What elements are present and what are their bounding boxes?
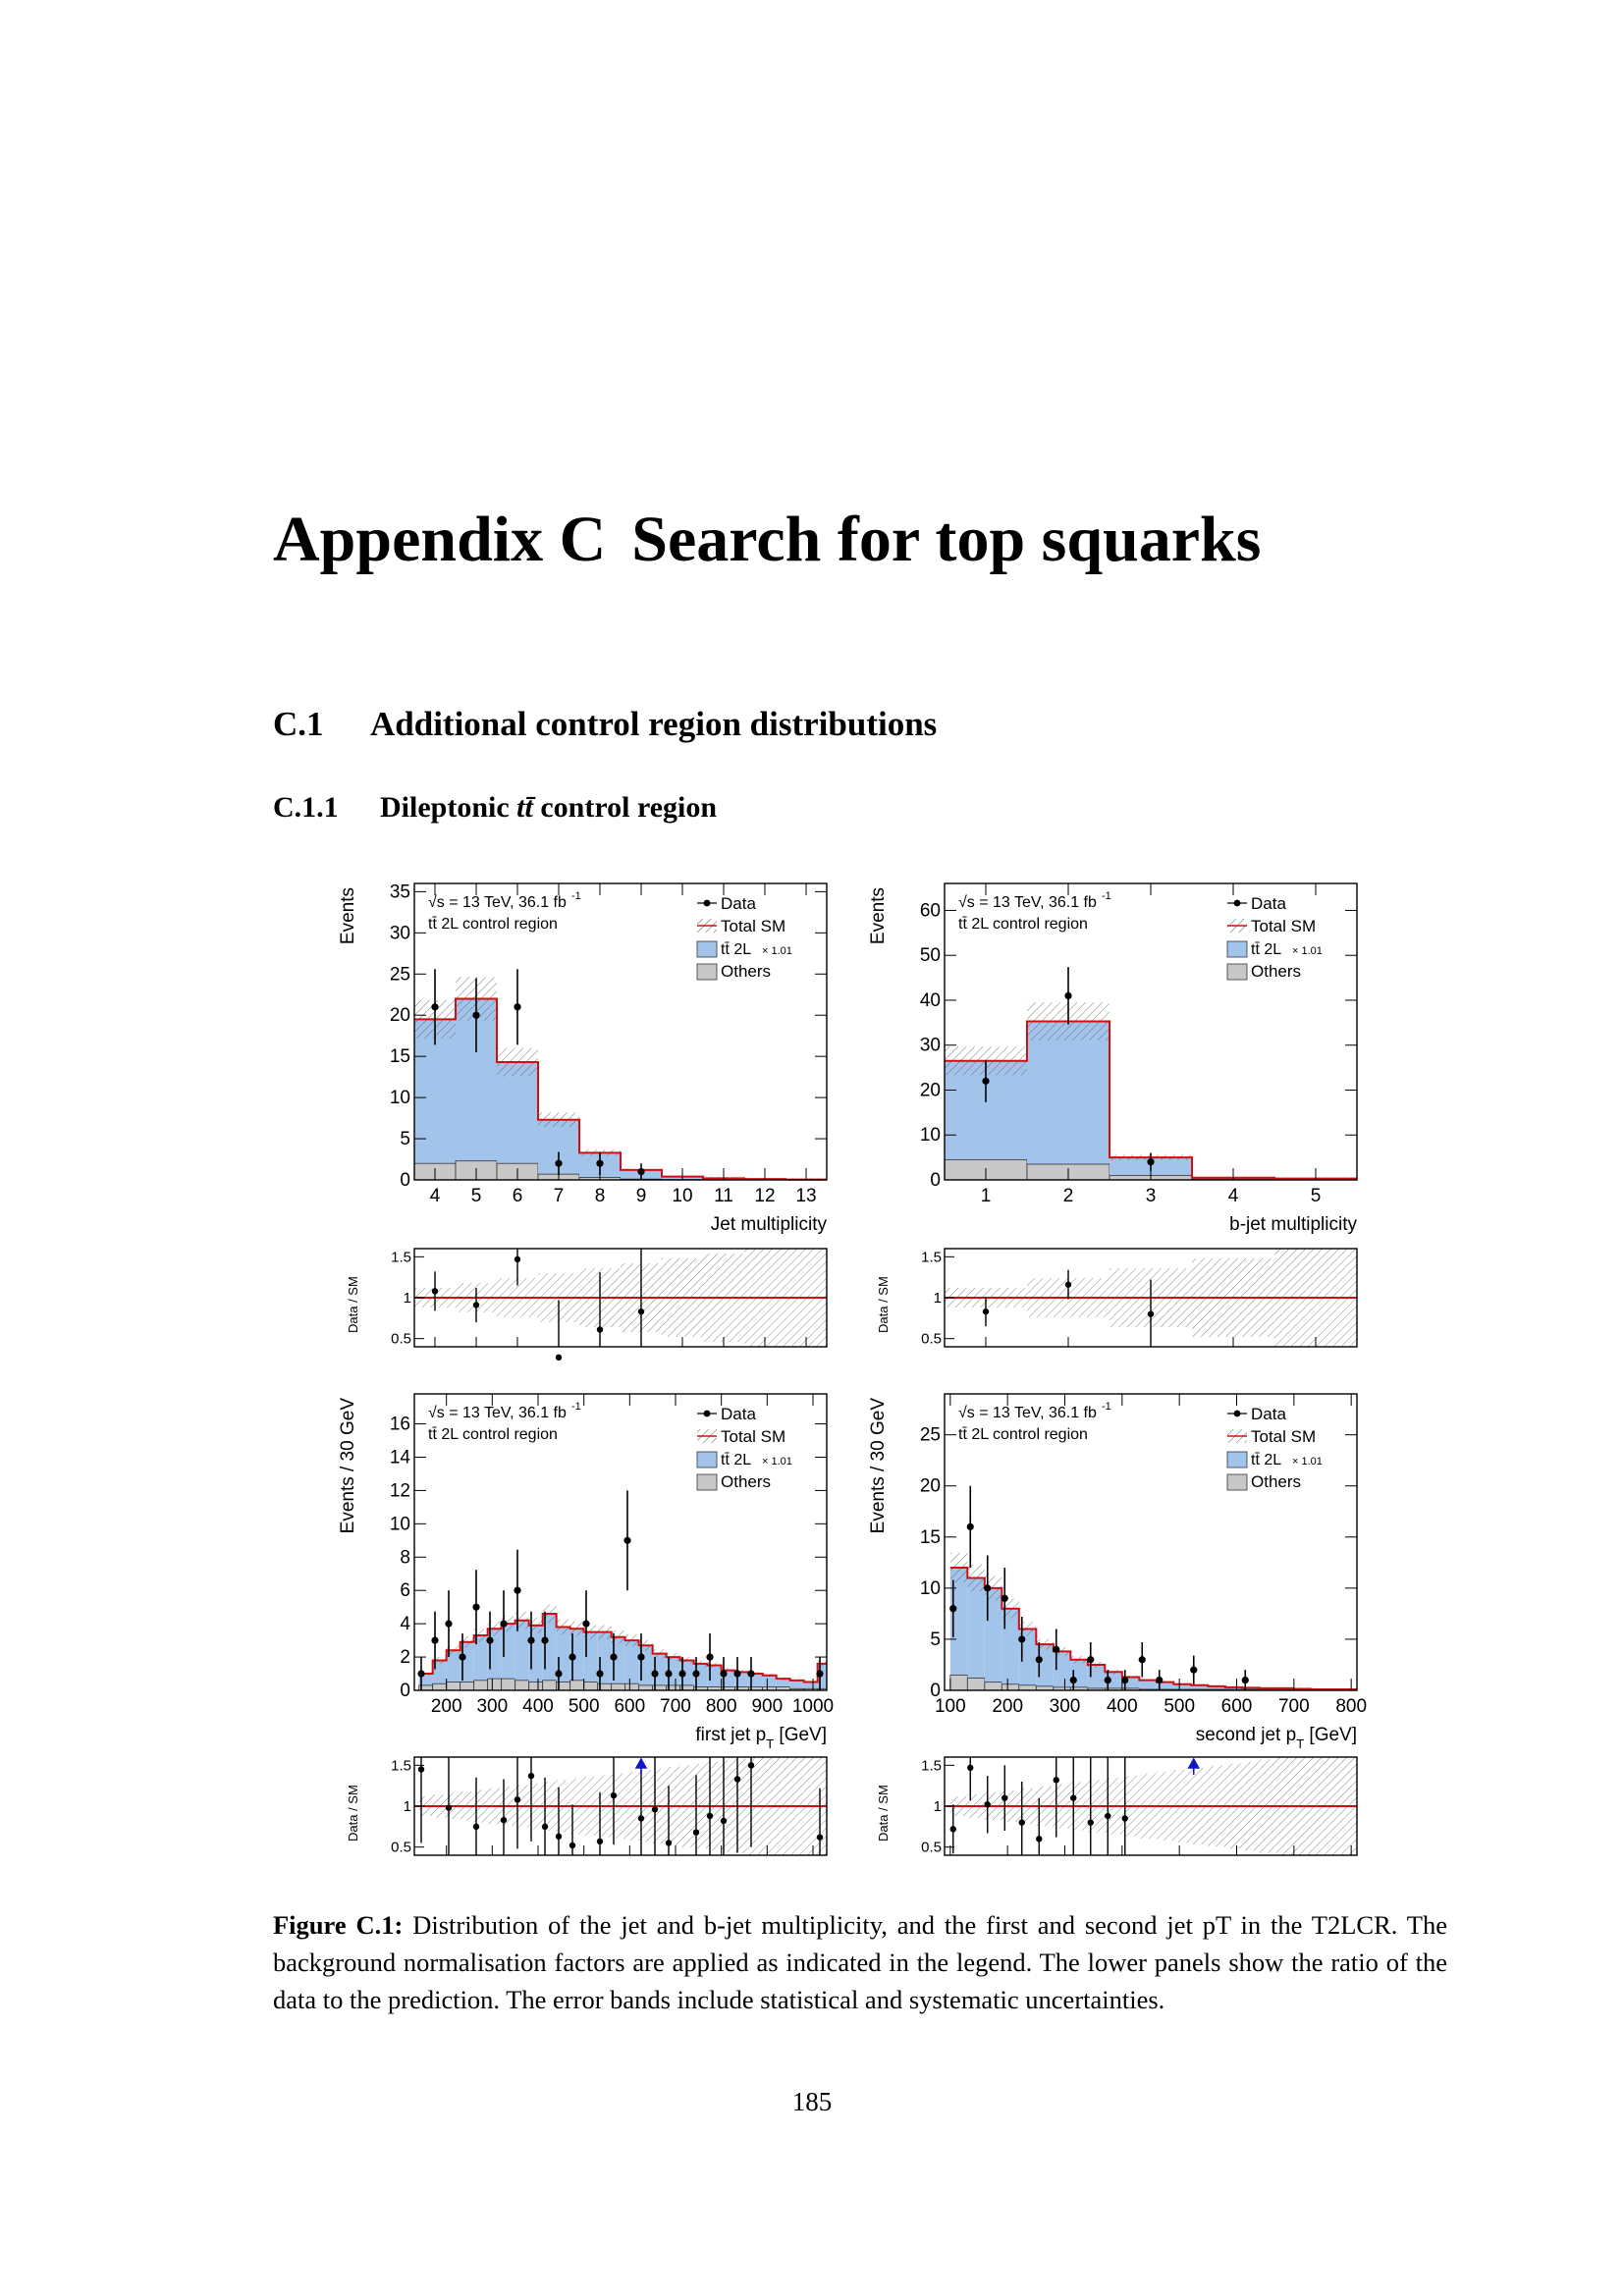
ratio-y-tick-label: 1.5 bbox=[921, 1249, 942, 1266]
x-tick-label: 800 bbox=[1335, 1696, 1368, 1717]
y-tick-label: 6 bbox=[400, 1580, 410, 1602]
x-tick-label: 800 bbox=[705, 1696, 737, 1717]
legend-ttbar-swatch bbox=[697, 941, 717, 957]
data-point bbox=[431, 1637, 438, 1644]
data-point bbox=[678, 1670, 685, 1677]
data-point bbox=[1053, 1646, 1059, 1653]
ratio-point bbox=[1088, 1819, 1094, 1825]
energy-label: √s = 13 TeV, 36.1 fb bbox=[958, 1405, 1097, 1421]
data-point bbox=[1064, 992, 1071, 999]
x-tick-label: 500 bbox=[568, 1696, 600, 1717]
x-axis-label: b-jet multiplicity bbox=[1229, 1214, 1357, 1235]
x-tick-label: 500 bbox=[1164, 1696, 1196, 1717]
x-tick-label: 200 bbox=[430, 1696, 462, 1717]
ratio-point bbox=[542, 1824, 548, 1830]
data-point bbox=[692, 1670, 699, 1677]
energy-label: √s = 13 TeV, 36.1 fb bbox=[428, 1405, 567, 1421]
figure-svg bbox=[324, 864, 1384, 1875]
x-tick-label: 2 bbox=[1062, 1186, 1074, 1206]
legend-ttbar-swatch bbox=[1227, 1452, 1247, 1468]
ratio-y-tick-label: 1.5 bbox=[921, 1757, 942, 1775]
data-point bbox=[1036, 1656, 1043, 1663]
data-point bbox=[486, 1637, 493, 1644]
ratio-y-label: Data / SM bbox=[346, 1276, 360, 1333]
y-tick-label: 8 bbox=[400, 1547, 410, 1569]
x-tick-label: 400 bbox=[522, 1696, 554, 1717]
others-bar bbox=[543, 1681, 557, 1690]
energy-label: √s = 13 TeV, 36.1 fb bbox=[958, 894, 1097, 911]
x-tick-label: 12 bbox=[754, 1186, 776, 1206]
y-tick-label: 0 bbox=[400, 1681, 410, 1701]
y-tick-label: 25 bbox=[919, 1424, 941, 1446]
y-tick-label: 16 bbox=[389, 1414, 410, 1435]
y-tick-label: 10 bbox=[919, 1125, 941, 1147]
ratio-point bbox=[967, 1765, 973, 1771]
others-bar bbox=[570, 1681, 584, 1690]
data-point bbox=[720, 1670, 727, 1677]
y-tick-label: 12 bbox=[389, 1480, 410, 1502]
legend-data: Data bbox=[1251, 1405, 1286, 1423]
legend-ttbar-factor: × 1.01 bbox=[1292, 1456, 1323, 1468]
legend-data-dot bbox=[1234, 900, 1241, 907]
ttbar-bar bbox=[1027, 1021, 1110, 1180]
ratio-y-tick-label: 1.5 bbox=[391, 1249, 411, 1266]
data-point bbox=[1156, 1677, 1163, 1683]
others-bar bbox=[515, 1681, 529, 1690]
region-label: tt̄ 2L control region bbox=[428, 916, 558, 933]
data-point bbox=[1147, 1158, 1154, 1165]
ratio-y-tick-label: 0.5 bbox=[391, 1839, 411, 1856]
y-axis-label: Events / 30 GeV bbox=[868, 1398, 889, 1534]
legend-others-swatch bbox=[1227, 1474, 1247, 1490]
x-tick-label: 4 bbox=[429, 1186, 441, 1206]
ratio-point bbox=[638, 1815, 644, 1821]
others-bar bbox=[460, 1682, 474, 1690]
ratio-point bbox=[446, 1804, 452, 1810]
data-point bbox=[637, 1653, 644, 1660]
x-tick-label: 8 bbox=[594, 1186, 606, 1206]
x-tick-label: 700 bbox=[660, 1696, 691, 1717]
subsection-name-post: control region bbox=[532, 791, 718, 824]
ratio-point bbox=[1148, 1310, 1154, 1316]
y-tick-label: 40 bbox=[919, 989, 941, 1011]
others-bar bbox=[639, 1685, 653, 1690]
caption-label: Figure C.1: bbox=[273, 1910, 404, 1940]
ratio-point bbox=[1001, 1794, 1007, 1800]
ratio-y-tick-label: 1 bbox=[933, 1290, 942, 1307]
ratio-y-label: Data / SM bbox=[346, 1785, 360, 1842]
legend-data: Data bbox=[721, 1405, 756, 1423]
data-point bbox=[984, 1584, 991, 1591]
ratio-y-tick-label: 1 bbox=[403, 1290, 411, 1307]
x-tick-label: 4 bbox=[1227, 1186, 1239, 1206]
y-tick-label: 20 bbox=[919, 1475, 941, 1497]
ratio-point bbox=[983, 1308, 989, 1314]
appendix-number: Appendix C bbox=[273, 504, 607, 575]
ratio-point bbox=[418, 1766, 424, 1772]
ttbar-bar bbox=[967, 1577, 985, 1690]
chart-jet-mult bbox=[338, 881, 827, 1361]
data-point bbox=[1087, 1656, 1094, 1663]
x-tick-label: 400 bbox=[1106, 1696, 1138, 1717]
others-bar bbox=[529, 1682, 543, 1690]
ratio-point bbox=[1070, 1794, 1076, 1800]
data-point bbox=[472, 1604, 479, 1611]
energy-exponent: -1 bbox=[1102, 1401, 1111, 1413]
data-point bbox=[747, 1670, 754, 1677]
legend-total: Total SM bbox=[721, 917, 786, 935]
ratio-point bbox=[817, 1834, 823, 1840]
ratio-point bbox=[528, 1773, 534, 1779]
ratio-point bbox=[432, 1288, 438, 1294]
ratio-point bbox=[1019, 1819, 1025, 1825]
chart-second-jet-pt bbox=[868, 1394, 1367, 1856]
ttbar-bar bbox=[497, 1062, 538, 1180]
legend-others-swatch bbox=[1227, 964, 1247, 980]
ratio-point bbox=[638, 1308, 644, 1314]
ratio-point bbox=[1122, 1815, 1128, 1821]
ratio-point bbox=[707, 1813, 713, 1819]
others-bar bbox=[447, 1682, 460, 1690]
data-point bbox=[982, 1078, 989, 1085]
y-tick-label: 14 bbox=[389, 1447, 410, 1468]
ratio-point bbox=[611, 1792, 617, 1798]
ratio-point bbox=[693, 1829, 699, 1835]
y-tick-label: 10 bbox=[919, 1577, 941, 1599]
data-point bbox=[1070, 1677, 1077, 1683]
data-point bbox=[949, 1605, 956, 1612]
x-tick-label: 13 bbox=[795, 1186, 817, 1206]
x-tick-label: 1000 bbox=[791, 1696, 835, 1717]
y-axis-label: Events bbox=[338, 887, 358, 945]
figure bbox=[324, 864, 1384, 1875]
legend-ttbar: tt̄ 2L bbox=[1251, 1452, 1282, 1468]
legend-ttbar: tt̄ 2L bbox=[721, 1452, 752, 1468]
x-tick-label: 9 bbox=[635, 1186, 647, 1206]
y-tick-label: 20 bbox=[919, 1080, 941, 1101]
figure-caption bbox=[273, 1906, 1447, 2018]
data-point bbox=[582, 1621, 589, 1628]
y-tick-label: 2 bbox=[400, 1647, 410, 1669]
data-point bbox=[816, 1670, 823, 1677]
ratio-point bbox=[569, 1842, 575, 1848]
legend-others: Others bbox=[1251, 962, 1302, 981]
section-number: C.1 bbox=[273, 705, 324, 743]
region-label: tt̄ 2L control region bbox=[958, 1426, 1088, 1443]
legend-others: Others bbox=[721, 1472, 772, 1491]
y-tick-label: 30 bbox=[919, 1035, 941, 1056]
subsection-math: tt̄ bbox=[516, 791, 533, 824]
y-tick-label: 15 bbox=[919, 1526, 941, 1548]
data-point bbox=[610, 1653, 617, 1660]
data-point bbox=[541, 1637, 548, 1644]
data-point bbox=[555, 1160, 562, 1167]
section-name: Additional control region distributions bbox=[370, 705, 938, 743]
x-tick-label: 600 bbox=[1220, 1696, 1253, 1717]
ratio-point bbox=[501, 1817, 507, 1823]
ttbar-bar bbox=[1139, 1681, 1157, 1690]
legend-ttbar: tt̄ 2L bbox=[1251, 941, 1282, 958]
legend-ttbar-swatch bbox=[697, 1452, 717, 1468]
data-point bbox=[472, 1012, 479, 1019]
y-tick-label: 25 bbox=[389, 964, 410, 986]
y-axis-label: Events / 30 GeV bbox=[338, 1398, 358, 1534]
y-tick-label: 4 bbox=[400, 1614, 410, 1635]
legend-data: Data bbox=[1251, 894, 1286, 913]
y-tick-label: 60 bbox=[919, 900, 941, 922]
others-bar bbox=[967, 1679, 985, 1690]
y-tick-label: 10 bbox=[389, 1514, 410, 1535]
data-point bbox=[596, 1670, 603, 1677]
x-axis-label-unit: [GeV] bbox=[1304, 1725, 1357, 1745]
data-point bbox=[665, 1670, 672, 1677]
x-tick-label: 7 bbox=[553, 1186, 565, 1206]
ratio-point bbox=[514, 1256, 520, 1262]
data-point bbox=[651, 1670, 658, 1677]
ratio-point bbox=[748, 1762, 754, 1768]
y-tick-label: 15 bbox=[389, 1046, 410, 1068]
ttbar-bar bbox=[625, 1640, 639, 1690]
x-tick-label: 11 bbox=[714, 1186, 733, 1206]
ratio-y-tick-label: 1.5 bbox=[391, 1757, 411, 1775]
ratio-y-tick-label: 0.5 bbox=[921, 1839, 942, 1856]
chart-first-jet-pt bbox=[338, 1394, 834, 1856]
data-point bbox=[431, 1003, 438, 1010]
y-tick-label: 0 bbox=[930, 1170, 941, 1191]
y-tick-label: 35 bbox=[389, 881, 410, 903]
data-point bbox=[733, 1670, 740, 1677]
ratio-point bbox=[985, 1801, 991, 1807]
data-point bbox=[445, 1621, 452, 1628]
legend-others-swatch bbox=[697, 964, 717, 980]
y-tick-label: 30 bbox=[389, 923, 410, 944]
y-tick-label: 5 bbox=[400, 1129, 410, 1150]
ratio-y-label: Data / SM bbox=[876, 1276, 891, 1333]
x-tick-label: 1 bbox=[980, 1186, 992, 1206]
x-tick-label: 700 bbox=[1277, 1696, 1310, 1717]
chart-bjet-mult bbox=[868, 883, 1357, 1348]
subsection-title bbox=[273, 791, 717, 825]
x-axis-label-sub: T bbox=[766, 1735, 775, 1751]
data-point bbox=[967, 1523, 974, 1530]
x-tick-label: 10 bbox=[672, 1186, 693, 1206]
y-tick-label: 0 bbox=[930, 1681, 941, 1701]
data-point bbox=[1139, 1656, 1146, 1663]
ratio-point bbox=[721, 1818, 727, 1824]
x-tick-label: 100 bbox=[934, 1696, 966, 1717]
x-tick-label: 300 bbox=[476, 1696, 509, 1717]
ratio-point bbox=[1105, 1813, 1110, 1819]
legend-ttbar-factor: × 1.01 bbox=[762, 945, 792, 957]
x-tick-label: 5 bbox=[470, 1186, 482, 1206]
x-axis-label: Jet multiplicity bbox=[710, 1214, 827, 1235]
legend-data-dot bbox=[704, 900, 711, 907]
data-point bbox=[514, 1587, 520, 1594]
legend-data-dot bbox=[1234, 1411, 1241, 1417]
data-point bbox=[1001, 1595, 1008, 1602]
data-point bbox=[459, 1653, 465, 1660]
region-label: tt̄ 2L control region bbox=[428, 1426, 558, 1443]
x-tick-label: 5 bbox=[1310, 1186, 1322, 1206]
data-point bbox=[500, 1621, 507, 1628]
others-bar bbox=[502, 1679, 515, 1690]
section-title bbox=[273, 705, 937, 744]
x-tick-label: 3 bbox=[1145, 1186, 1157, 1206]
ratio-y-tick-label: 0.5 bbox=[921, 1330, 942, 1348]
ratio-point bbox=[556, 1834, 562, 1840]
ratio-point bbox=[556, 1355, 562, 1361]
appendix-name: Search for top squarks bbox=[631, 504, 1262, 575]
x-tick-label: 900 bbox=[751, 1696, 784, 1717]
y-tick-label: 5 bbox=[930, 1629, 941, 1650]
x-tick-label: 6 bbox=[512, 1186, 523, 1206]
x-tick-label: 600 bbox=[614, 1696, 646, 1717]
subsection-name-pre: Dileptonic bbox=[380, 791, 517, 824]
subsection-number: C.1.1 bbox=[273, 791, 339, 824]
data-point bbox=[417, 1670, 424, 1677]
page-number: 185 bbox=[791, 2087, 833, 2116]
ratio-point bbox=[597, 1839, 603, 1844]
legend-ttbar: tt̄ 2L bbox=[721, 941, 752, 958]
ratio-point bbox=[652, 1806, 658, 1812]
y-axis-label: Events bbox=[868, 887, 889, 945]
x-axis-label-unit: [GeV] bbox=[774, 1725, 827, 1745]
ratio-point bbox=[734, 1776, 740, 1782]
ratio-point bbox=[666, 1840, 672, 1845]
legend-ttbar-factor: × 1.01 bbox=[1292, 945, 1323, 957]
ratio-y-tick-label: 0.5 bbox=[391, 1330, 411, 1348]
region-label: tt̄ 2L control region bbox=[958, 916, 1088, 933]
others-bar bbox=[1019, 1685, 1037, 1690]
ratio-y-tick-label: 1 bbox=[403, 1798, 411, 1815]
y-tick-label: 20 bbox=[389, 1005, 410, 1027]
legend-total: Total SM bbox=[721, 1427, 786, 1446]
energy-label: √s = 13 TeV, 36.1 fb bbox=[428, 894, 567, 911]
data-point bbox=[706, 1653, 713, 1660]
others-bar bbox=[474, 1681, 488, 1690]
appendix-title bbox=[273, 503, 1261, 577]
others-bar bbox=[433, 1683, 447, 1690]
legend-others: Others bbox=[1251, 1472, 1302, 1491]
ratio-y-label: Data / SM bbox=[876, 1785, 891, 1842]
legend-total: Total SM bbox=[1251, 1427, 1317, 1446]
legend-others: Others bbox=[721, 962, 772, 981]
data-point bbox=[596, 1160, 603, 1167]
data-point bbox=[568, 1653, 575, 1660]
x-axis-label: first jet $p_T$ [GeV] bbox=[695, 1725, 827, 1751]
caption-text: Distribution of the jet and b-jet multiplicity, and the first and second jet pT in the T2LCR. The background normalisation factors are applied as indicated in the legend. The lower panels show the ratio of the data to the prediction. The error bands include statistical and systematic uncertainties. bbox=[273, 1910, 1447, 2014]
ratio-point bbox=[1036, 1836, 1042, 1842]
others-bar bbox=[488, 1679, 502, 1690]
energy-exponent: -1 bbox=[1102, 890, 1111, 902]
ratio-point bbox=[950, 1826, 956, 1832]
data-point bbox=[1242, 1677, 1249, 1683]
ratio-y-tick-label: 1 bbox=[933, 1798, 942, 1815]
energy-exponent: -1 bbox=[571, 890, 581, 902]
data-point bbox=[527, 1637, 534, 1644]
legend-ttbar-swatch bbox=[1227, 941, 1247, 957]
data-point bbox=[623, 1537, 630, 1544]
others-bar bbox=[584, 1682, 598, 1690]
energy-exponent: -1 bbox=[571, 1401, 581, 1413]
ratio-point bbox=[597, 1326, 603, 1332]
x-tick-label: 200 bbox=[992, 1696, 1024, 1717]
legend-others-swatch bbox=[697, 1474, 717, 1490]
ratio-point bbox=[1054, 1777, 1059, 1783]
ratio-point bbox=[473, 1302, 479, 1308]
legend-ttbar-factor: × 1.01 bbox=[762, 1456, 792, 1468]
legend-data-dot bbox=[704, 1411, 711, 1417]
data-point bbox=[1190, 1667, 1197, 1674]
others-bar bbox=[625, 1683, 639, 1690]
data-point bbox=[514, 1003, 520, 1010]
y-tick-label: 0 bbox=[400, 1170, 410, 1191]
others-bar bbox=[1001, 1684, 1018, 1690]
x-tick-label: 300 bbox=[1049, 1696, 1081, 1717]
x-axis-label: second jet $p_T$ [GeV] bbox=[1195, 1725, 1357, 1751]
data-point bbox=[555, 1670, 562, 1677]
ratio-point bbox=[514, 1796, 520, 1802]
y-tick-label: 10 bbox=[389, 1088, 410, 1109]
legend-data: Data bbox=[721, 894, 756, 913]
ratio-point bbox=[1065, 1281, 1071, 1287]
legend-total: Total SM bbox=[1251, 917, 1317, 935]
ratio-point bbox=[473, 1824, 479, 1830]
x-axis-label-sub: T bbox=[1296, 1735, 1305, 1751]
data-point bbox=[1018, 1635, 1025, 1642]
others-bar bbox=[985, 1682, 1002, 1690]
others-bar bbox=[612, 1683, 625, 1690]
others-bar bbox=[950, 1675, 968, 1690]
y-tick-label: 50 bbox=[919, 945, 941, 967]
data-point bbox=[1105, 1677, 1111, 1683]
